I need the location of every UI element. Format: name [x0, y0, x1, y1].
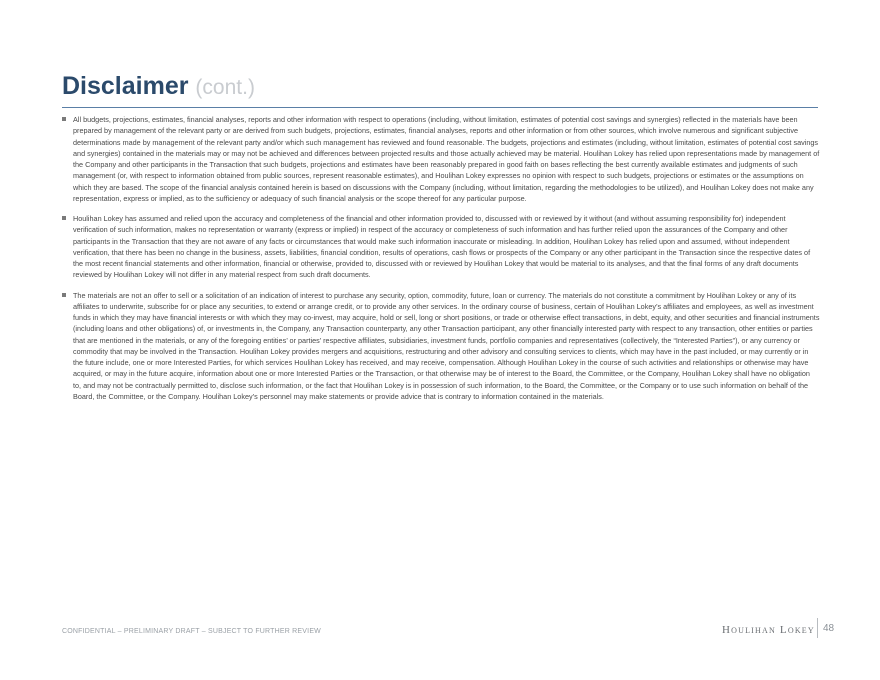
bullet-square-icon: [62, 216, 66, 220]
company-logo: [722, 624, 815, 636]
disclaimer-body: [62, 114, 820, 411]
page-number: 48: [823, 623, 835, 634]
title-suffix: (cont.): [195, 76, 255, 99]
disclaimer-bullet: [62, 213, 820, 281]
title-divider: [62, 107, 818, 108]
bullet-text: Houlihan Lokey has assumed and relied upon the accuracy and completeness of the financial and other information provided to, discussed with or reviewed by it without (and without assuming responsibility for) independent verification of such information, makes no representation or warranty (express or implied) in respect of the accuracy or completeness of such information and has further relied upon the assurances of the Company and other participants in the Transaction that they are not aware of any facts or circumstances that would make such information inaccurate or misleading. In addition, Houlihan Lokey has relied upon and assumed, without independent verification, that there has been no change in the business, assets, liabilities, financial condition, results of operations, cash flows or prospects of the Company or any other participant in the Transaction since the respective dates of the most recent financial statements and other information, financial or otherwise, provided to, discussed with or reviewed by Houlihan Lokey that would be material to its analyses, and that the final forms of any draft documents reviewed by Houlihan Lokey will not differ in any material respect from such draft documents.: [73, 214, 811, 280]
disclaimer-bullet: [62, 114, 820, 204]
slide-header: [62, 70, 818, 104]
title-main: Disclaimer: [62, 72, 189, 100]
confidential-notice: CONFIDENTIAL – PRELIMINARY DRAFT – SUBJECT TO FURTHER REVIEW: [62, 628, 321, 635]
footer-divider: [817, 618, 818, 638]
bullet-square-icon: [62, 293, 66, 297]
bullet-text: All budgets, projections, estimates, financial analyses, reports and other information with respect to operations (including, without limitation, estimates of potential cost savings and synergies) reflected in the materials have been prepared by management of the relevant party or are derived from such budgets, projections, estimates, financial analyses, reports and other information or from other sources, which involve numerous and significant subjective determinations made by management of the relevant party and/or which such management has reviewed and found reasonable. The budgets, projections and estimates (including, without limitation, estimates of potential cost savings and synergies) contained in the materials may or may not be achieved and differences between projected results and those actually achieved may be material. Houlihan Lokey has relied upon representations made by management of the Company and other participants in the Transaction that such budgets, projections and estimates have been reasonably prepared in good faith on bases reflecting the best currently available estimates and judgments of such management (or, with respect to information obtained from public sources, represent reasonable estimates), and Houlihan Lokey expresses no opinion with respect to such budgets, projections or estimates or the assumptions on which they are based. The scope of the financial analysis contained herein is based on discussions with the Company (including, without limitation, regarding the methodologies to be utilized), and Houlihan Lokey does not make any representation, express or implied, as to the sufficiency or adequacy of such financial analysis or the scope thereof for any particular purpose.: [73, 115, 820, 203]
page-title: [62, 70, 818, 104]
bullet-square-icon: [62, 117, 66, 121]
disclaimer-bullet: [62, 290, 820, 403]
bullet-text: The materials are not an offer to sell or a solicitation of an indication of interest to purchase any security, option, commodity, future, loan or currency. The materials do not constitute a commitment by Houlihan Lokey or any of its affiliates to underwrite, subscribe for or place any securities, to extend or arrange credit, or to provide any other services. In the ordinary course of business, certain of Houlihan Lokey’s affiliates and employees, as well as investment funds in which they may have financial interests or with which they may co-invest, may acquire, hold or sell, long or short positions, or trade or otherwise effect transactions, in debt, equity, and other securities and financial instruments (including loans and other obligations) of, or investments in, the Company, any Transaction counterparty, any other Transaction participant, any other financially interested party with respect to any transaction, other entities or parties that are mentioned in the materials, or any of the foregoing entities’ or parties’ respective affiliates, subsidiaries, investment funds, portfolio companies and representatives (collectively, the “Interested Parties”), or any currency or commodity that may be involved in the Transaction. Houlihan Lokey provides mergers and acquisitions, restructuring and other advisory and consulting services to clients, which may have in the past included, or may currently or in the future include, one or more Interested Parties, for which services Houlihan Lokey has received, and may receive, compensation. Although Houlihan Lokey in the course of such activities and relationships or otherwise may have acquired, or may in the future acquire, information about one or more Interested Parties or the Transaction, or that otherwise may be of interest to the Board, the Committee, or the Company, Houlihan Lokey shall have no obligation to, and may not be contractually permitted to, disclose such information, or the fact that Houlihan Lokey is in possession of such information, to the Board, the Committee, or the Company or to use such information on behalf of the Board, the Committee, or the Company. Houlihan Lokey’s personnel may make statements or provide advice that is contrary to information contained in the materials.: [73, 290, 820, 401]
logo-text: Houlihan Lokey: [722, 624, 815, 636]
